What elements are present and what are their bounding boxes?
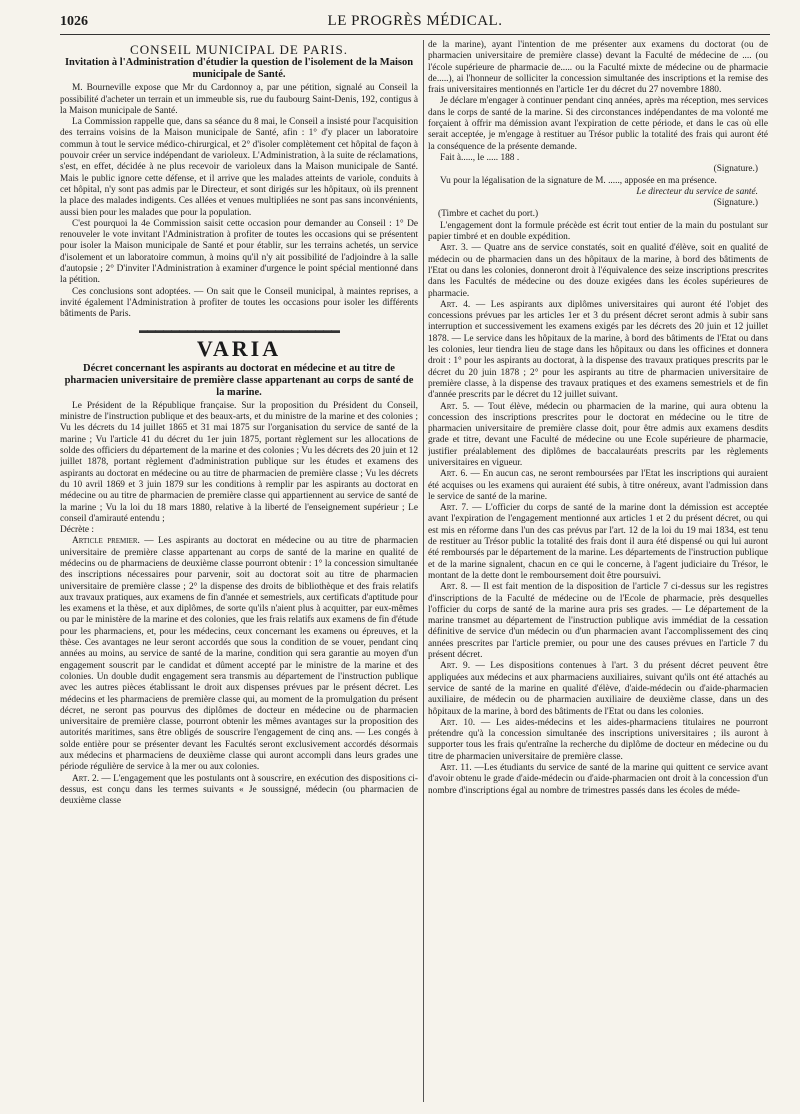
article-2 [60,774,418,808]
article-text: — L'engagement que les postulants ont à souscrire, en exécution des dispositions ci-dessus, est conçu dans les termes suivants « Je soussigné, médecin (ou pharmacien de deuxième classe [60,773,418,807]
article-label: Art. 11. [440,763,472,773]
article-9 [428,661,768,717]
article-label: Art. 6. [440,469,468,480]
article-text: — L'officier du corps de santé de la marine dont la démission est acceptée avant l'expiration de l'engagement mentionné aux articles 1 et 2 du présent décret, ou qui est mis en réforme dans l'un des cas prévus par l'art. 12 de la loi du 19 mai 1834, est tenu de restituer au Trésor public la totalité des frais dont il aura été dispensé ou qui lui auront été remboursés par le département de la marine. Les départements de l'instruction publique et de la marine signalent, chacun en ce qui le concerne, à l'agent judiciaire du Trésor, le montant de la dette dont le remboursement doit être poursuivi. [428,503,768,581]
column-divider [423,40,424,1102]
article-text: —Les étudiants du service de santé de la marine qui quittent ce service avant d'avoir obtenu le grade d'aide-médecin ou d'aide-pharmacien ont droit à la concession d'un nombre d'inscriptions égal au nombre de trimestres passés dans les écoles de méde- [428,763,768,796]
article-text: — Les dispositions contenues à l'art. 3 du présent décret peuvent être appliquées aux médecins et aux pharmaciens auxiliaires, suivant qu'ils ont été attachés au service de santé de la marine en qualité d'élève, d'aide-médecin ou d'aide-pharmacien auxiliaire, de médecin ou de pharmacien auxiliaire de deuxième classe, dans un des hôpitaux de la marine, à bord des bâtiments de l'Etat ou dans les colonies. [428,661,768,717]
engagement-declaration: Je déclare m'engager à continuer pendant cinq années, après ma réception, mes services dans le corps de santé de la marine. Si des circonstances indépendantes de ma volonté me forçaient à offrir ma démission avant l'expiration de cette période, et dans le cas où elle serait acceptée, je m'engage à restituer au Trésor public la totalité des frais qui auront été la conséquence de la présente demande. [428,96,768,152]
article-label: Art. 3. [440,243,469,254]
article-text: — Les aides-médecins et les aides-pharmaciens titulaires ne pourront prétendre qu'à la concession simultanée des inscriptions universitaires ; ils auront à supporter tous les frais qu'entraîne la recherche du diplôme de docteur en médecine ou du titre de pharmacien universitaire de première classe. [428,717,768,762]
article-1 [60,536,418,773]
legalisation-line: Vu pour la légalisation de la signature de M. ....., apposée en ma présence. [440,175,717,186]
engagement-continuation: de la marine), ayant l'intention de me présenter aux examens du doctorat (ou de pharmacien universitaire de première classe) devant la Faculté de médecine de .... (ou l'école supérieure de pharmacie de..... ou la Faculté mixte de médecine ou de pharmacie de.....), ai l'honneur de solliciter la concession simultanée des inscriptions et la remise des frais universitaires mentionnés en l'article 1er du décret du 27 novembre 1880. [428,40,768,96]
article-text: — Les aspirants au doctorat en médecine ou au titre de pharmacien universitaire de première classe appartenant au corps de santé de la marine en qualité de médecins ou de pharmaciens de deuxième classe pourront obtenir : 1° la concession simultanée des inscriptions nécessaires pour parvenir, soit au doctorat soit au titre de pharmacien universitaire de première classe ; 2° la dispense des droits de bibliothèque et des frais relatifs aux travaux pratiques, aux examens de fin d'année et semestriels, aux certificats d'aptitude pour les examens et la thèse, et aux diplômes, de sorte qu'ils n'aient plus à acquitter, par eux-mêmes ou par le ministère de la marine et des colonies, que les frais relatifs aux examens de fin d'étude pour les pharmaciens, et, pour les médecins, ceux concernant les examens ou épreuves, et la thèse. Ces avantages ne leur seront accordés que sous la condition de se vouer, pendant cinq années au moins, au service de santé de la marine, condition qui sera garantie au moyen d'un engagement souscrit par le candidat et dûment accepté par le ministre de la marine et des colonies. Un double dudit engagement sera transmis au département de l'instruction publique avec les autres pièces établissant le droit aux dispenses prévues par le présent décret. Les médecins et les pharmaciens de première classe qui, au moment de la promulgation du présent décret, ne seront pas pourvus des diplômes de docteur en médecine ou de pharmacien universitaire de première classe, pourront obtenir les mêmes avantages sur la proposition des autorités maritimes, sans être obligés de souscrire l'engagement de cinq ans. — Les congés à solde entière pour se présenter devant les Facultés seront exclusivement accordés désormais aux médecins et pharmaciens de deuxième classe qui auront accompli dans leurs grades une période régulière de service à la mer ou aux colonies. [60,536,418,773]
article-label: Art. 4. [440,299,471,310]
varia-heading: VARIA [196,335,282,361]
article-text: — Tout élève, médecin ou pharmacien de la marine, qui aura obtenu la concession des inscriptions prescrites pour le doctorat en médecine ou le titre de pharmacien universitaire de première classe doit, pour être admis aux examens desdits grade et titre, devant une Faculté de médecine ou une Ecole supérieure de pharmacie, justifier préalablement des diplômes de baccalauréats prescrits par les règlements universitaires en vigueur. [428,401,768,468]
article-10 [428,718,768,763]
article-5 [428,402,768,470]
article-label: Art. 8. [440,582,468,593]
article-label: Art. 10. [440,717,476,728]
article-text: — Quatre ans de service constatés, soit en qualité d'élève, soit en qualité de médecin ou de pharmacien dans un des hôpitaux de la marine, à bord des bâtiments de l'Etat ou dans les colonies, donneront droit à l'équivalence des seize inscriptions prescrites dans les Facultés de médecine ou des douze exigées dans les écoles supérieures de pharmacie. [428,243,768,299]
engagement-note: L'engagement dont la formule précède est écrit tout entier de la main du postulant sur papier timbré et en double expédition. [428,220,768,243]
conseil-municipal-title: CONSEIL MUNICIPAL DE PARIS. [130,42,348,57]
article-label: Art. 9. [440,661,471,672]
article-7 [428,503,768,582]
article-label: Art. 2. [72,773,100,784]
conseil-subtitle: Invitation à l'Administration d'étudier la question de l'isolement de la Maison municipale de Santé. [64,57,414,81]
signature-line: (Signature.) [713,164,758,175]
conseil-paragraph: La Commission rappelle que, dans sa séance du 8 mai, le Conseil a insisté pour l'acquisition des terrains voisins de la Maison municipale de Santé, afin : 1° d'y placer un laboratoire commun à tout le service médico-chirurgical, et 2° d'isoler complètement cet hôpital de façon à pouvoir créer un service indépendant de varioleux. L'Administration, à la suite de réclamations, s'est, en effet, décidée à ne plus recevoir de varioleux dans la Maison municipale de Santé. Mais le public ignore cette défense, et il arrive que les malades atteints de variole, conduits à cet hôpital, n'y sont pas admis par le Directeur, et sont dirigés sur les hôpitaux, où ils prennent la place des malades indigents. Ces allées et venues multipliées ne sont pas sans inconvénients, aussi bien pour les malades que pour la population. [60,117,418,218]
article-3 [428,243,768,299]
conseil-paragraph: C'est pourquoi la 4e Commission saisit cette occasion pour demander au Conseil : 1° De renouveler le vote invitant l'Administration à profiter de toutes les occasions qui se présentent pour isoler la Maison municipale de Santé et pour établir, sur les terrains achetés, un service d'isolement et un laboratoire commun, à moins qu'il n'y ait possibilité de l'adjoindre à la salle d'autopsie ; 2° D'inviter l'Administration à examiner d'urgence le point spécial mentionné dans la pétition. [60,218,418,286]
page-header [60,12,770,35]
decrete-label: Décrète : [60,525,94,536]
article-label: Article premier. [72,536,140,547]
ornamental-rule: ▬▬▬▬▬▬▬▬▬▬▬▬▬▬▬▬▬▬▬▬▬▬▬▬▬ [139,324,339,335]
page-number: 1026 [60,14,88,29]
journal-title: LE PROGRÈS MÉDICAL. [327,13,503,29]
fait-a-line: Fait à....., le ..... 188 . [440,152,520,163]
article-text: — Il est fait mention de la disposition de l'article 7 ci-dessus sur les registres d'inscriptions de la Faculté de médecine ou de l'Ecole de pharmacie, près desquelles l'officier du corps de santé de la marine aura pris ses grades. — Le département de la marine transmet au département de l'instruction publique avis immédiat de la cessation définitive de service d'un médecin ou d'un pharmacien avant l'accomplissement des cinq années prescrites par l'article premier, ou pour une des causes prévues en l'article 7 du présent décret. [428,582,768,661]
article-4 [428,300,768,402]
decree-title: Décret concernant les aspirants au doctorat en médecine et au titre de pharmacien universitaire de première classe appartenant au corps de santé de la marine. [64,362,414,398]
decree-preamble: Le Président de la République française. Sur la proposition du Président du Conseil, ministre de l'instruction publique et des beaux-arts, et du ministre de la marine et des colonies ; Vu les décrets du 14 juillet 1865 et 31 mai 1875 sur l'organisation du service de santé de la marine ; Vu l'article 41 du décret du 1er juin 1875, portant règlement sur les allocations de solde des officiers du département de la marine et des colonies ; Vu les décrets des 20 juin et 12 juillet 1878, portant règlement d'administration publique sur les études et examens des aspirants au doctorat en médecine ou au titre de pharmacien de première classe ; Vu les décrets du 10 avril 1869 et 3 juin 1879 sur les conditions à remplir par les aspirants au doctorat en médecine ou au titre de pharmacien de première classe qui appartiennent au service de santé de la marine ; Vu la loi du 18 mars 1880, relative à la liberté de l'enseignement supérieur ; Le conseil d'amirauté entendu ; [60,400,418,524]
article-label: Art. 5. [440,401,470,412]
article-8 [428,582,768,661]
signature-line: (Signature.) [713,198,758,209]
article-text: — Les aspirants aux diplômes universitaires qui auront été l'objet des concessions prévues par les articles 1er et 3 du présent décret seront admis à subir sans interruption et successivement les examens exigés par les décrets des 20 juin et 12 juillet 1878. — Le service dans les hôpitaux de la marine, à bord des bâtiments de l'Etat ou dans les colonies, leur tiendra lieu de stage dans les hôpitaux ou dans les officines et donnera droit : 1° pour les aspirants au doctorat, à la dispense des travaux pratiques prescrits par le décret du 20 juin 1878 ; 2° pour les aspirants au titre de pharmacien universitaire de première classe, à la dispense des travaux pratiques et des examens semestriels et de fin d'année prescrits par le décret du 12 juillet suivant. [428,299,768,401]
article-label: Art. 7. [440,503,469,514]
conseil-paragraph: M. Bourneville expose que Mr du Cardonnoy a, par une pétition, signalé au Conseil la possibilité d'acheter un terrain et un immeuble sis, rue du faubourg Saint-Denis, 192, contigus à la Maison municipale de Santé. [60,83,418,116]
article-6 [428,469,768,503]
conseil-paragraph: Ces conclusions sont adoptées. — On sait que le Conseil municipal, à maintes reprises, a invité également l'Administration à profiter de toutes les occasions pour isoler les différents bâtiments de Paris. [60,286,418,320]
article-11 [428,763,768,797]
left-column [60,40,418,1102]
directeur-line: Le directeur du service de santé. [636,186,758,197]
right-column [428,40,768,1102]
article-text: — En aucun cas, ne seront remboursées par l'Etat les inscriptions qui auraient été acquises ou les examens qui auraient été subis, à titre onéreux, avant l'admission dans le service de santé de la marine. [428,469,768,502]
timbre-line: (Timbre et cachet du port.) [438,209,539,220]
